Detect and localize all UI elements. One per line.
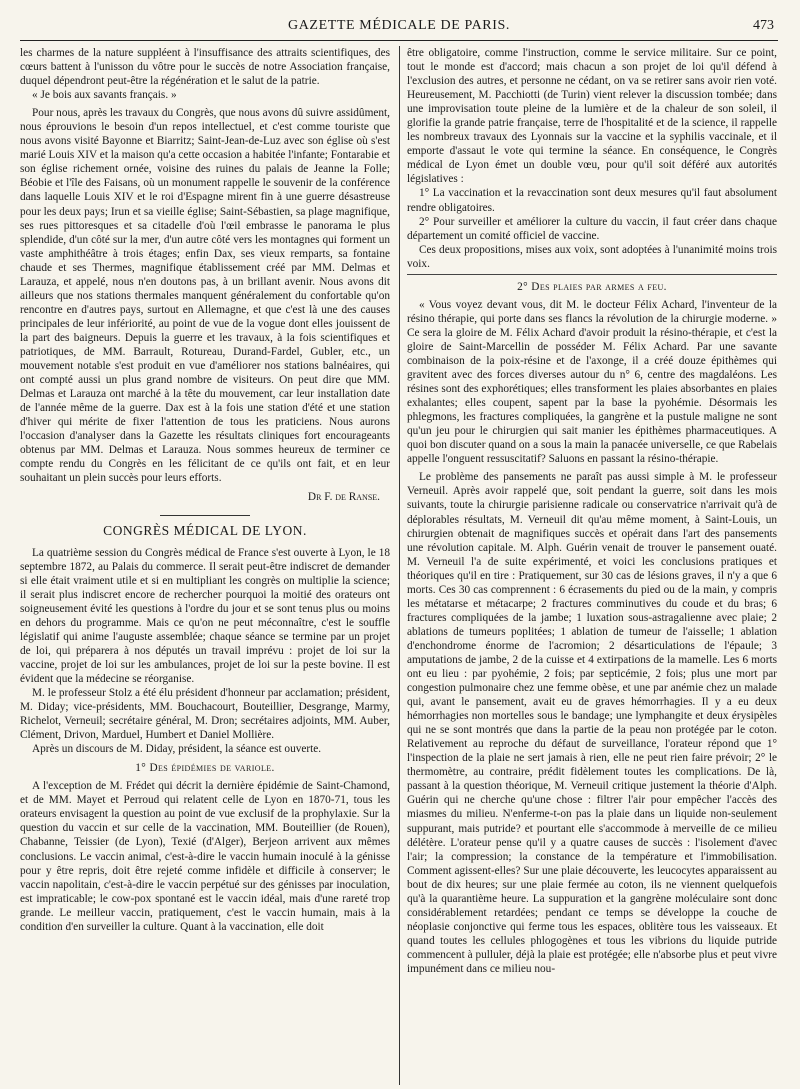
page-number: 473 [753,18,774,33]
paragraph: être obligatoire, comme l'instruction, comme le service militaire. Sur ce point, tout le monde est d'accord; mais chacun a son projet de loi qu'il défend à l'exclusion des autres, et personne ne cédant, on va se retirer sans avoir rien voté. Heureusement, M. Pacchiotti (de Turin) vient relever la discussion tombée; dans une improvisation toute pleine de la lumière et de la chaleur de son soleil, il glorifie la grande patrie française, terre de l'hospitalité et de la science, il rappelle les nombreux travaux des Lyonnais sur la vaccine et la syphilis vaccinale, et il emporte d'assaut le vote qui termine la séance. En conséquence, le Congrès médical de Lyon émet un double vœu, pour qu'il soit déféré aux autorités législatives : [407,47,777,186]
subsection-heading: 1° Des épidémies de variole. [135,762,275,775]
paragraph: 2° Pour surveiller et améliorer la culture du vaccin, il faut créer dans chaque département un comité officiel de vaccine. [407,215,777,242]
paragraph: La quatrième session du Congrès médical de France s'est ouverte à Lyon, le 18 septembre 1872, au Palais du commerce. Il serait peut-être indiscret de demander si elle était vraiment utile et si en multipliant les congrès on multiplie la science; il serait plus indiscret encore de rechercher pourquoi la moitié des orateurs ont soigneusement évité les questions à l'ordre du jour et se sont tenus plus ou moins en dehors du programme. Mais ce qu'on ne peut méconnaître, c'est le souffle législatif qui anime l'auguste assemblée; chaque séance se termine par un projet de loi, qui préparera à nos députés un travail imprévu : projet de loi sur la vaccine, projet de loi sur les ambulances, projet de loi sur la peste bovine. Il est évident que la médecine se réorganise. [20,546,390,685]
section-title: CONGRÈS MÉDICAL DE LYON. [103,522,307,538]
paragraph: les charmes de la nature suppléent à l'insuffisance des attraits scientifiques, des cœurs battent à l'unisson du vôtre pour le succès de notre Association française, duquel dépendront peut-être la régénération et le salut de la patrie. [20,47,390,88]
section-rule [407,274,777,275]
paragraph: A l'exception de M. Frédet qui décrit la dernière épidémie de Saint-Chamond, et de MM. Mayet et Perroud qui relatent celle de Lyon en 1870-71, tous les orateurs envisagent la question au point de vue exclusif de la prophylaxie. Sur la question du vaccin et sur celle de la vaccination, MM. Bouteillier (de Rouen), Chabanne, Teissier (de Lyon), Texié (d'Alger), Berjeon arrivent aux mêmes conclusions. Le vaccin animal, c'est-à-dire le vaccin humain inoculé à la génisse pour y être repris, doit être rejeté comme infidèle et difficile à conserver; le vaccin napolitain, c'est-à-dire le vaccin perpétué sur des génisses par inoculation, est impraticable; le cow-pox spontané est le vaccin idéal, mais d'une rareté trop grande. Le meilleur vaccin, pratiquement, c'est le vaccin humain, mais à la condition d'en surveiller la culture. Quant à la vaccination, elle doit [20,780,390,933]
left-column [20,46,390,1085]
right-column [407,46,777,1085]
paragraph: Le problème des pansements ne paraît pas aussi simple à M. le professeur Verneuil. Après avoir rappelé que, soit pendant la guerre, soit dans les mois suivants, toute la chirurgie parisienne radicale ou conservatrice n'arrivait qu'à de déplorables résultats, M. Verneuil dit qu'au même moment, à Saint-Louis, un chirurgien obtenait de magnifiques succès et opérait dans l'art des pansements une révolution capitale. M. Alph. Guérin venait de trouver le pansement ouaté. M. Verneuil l'a de suite expérimenté, et voici les conclusions pratiques et théoriques qu'il en tire : Pratiquement, sur 30 cas de lésions graves, il n'y a que 6 morts. Ces 30 cas comprennent : 6 écrasements du pied ou de la main, y compris les métatarse et métacarpe; 2 fractures comminutives du coude et du bras; 6 fractures compliquées de la jambe; 1 luxation sous-astragalienne avec plaie; 2 ablations de tumeurs poplitées; 1 ablation de tumeur de l'aisselle; 1 ablation d'enchondrome énorme de l'acromion; 2 désarticulations de l'épaule; 3 amputations de jambe, 2 de la cuisse et 4 extirpations de la mamelle. Les 6 morts ont eu lieu : par pyohémie, 2 fois; par septicémie, 2 fois; plus une mort par congestion pulmonaire chez une femme obèse, et une par anémie chez un malade qui, avant le pansement, avait eu de graves hémorrhagies. Il y a eu deux hémorrhagies non mortelles sous le bandage; une lymphangite et deux érysipèles qui ne se sont montrés que dans la partie de la peau non protégée par le coton. Relativement au reproche du défaut de surveillance, l'orateur répond que 1° l'inspection de la plaie ne sert jamais à rien, elle ne peut rien faire prévoir; 2° le thermomètre, au contraire, prédit fidèlement toutes les complications. De là, passant à la question théorique, M. Verneuil critique justement la théorie d'Alph. Guérin qui ne cherche qu'une chose : filtrer l'air pour empêcher l'accès des miasmes du milieu. N'enferme-t-on pas la plaie dans un liquide non-seulement suppurant, mais putride? et pourtant elle s'accommode à merveille de ce milieu délétère. L'orateur pense qu'il y a quatre causes de succès : l'isolement d'avec l'air; la compression; la constance de la température et l'immobilisation. Comment agissent-elles? Sur une plaie découverte, les leucocytes apparaissent au bout de dix heures; sur une plaie fermée au coton, ils ne viennent quelquefois qu'à la quarantième heure. La suppuration et la gangrène moléculaire sont donc considérablement retardées; pendant ce temps se développe la couche de néoplasie conjonctive qui ferme tous les espaces, oblitère tous les vaisseaux. Et quand toutes les cellules phlogogènes et tous les vibrions du liquide putride commencent à pulluler, déjà la plaie est protégée; elle n'absorbe plus et peut vivre impunément dans ce milieu nou- [407,471,777,975]
paragraph: Ces deux propositions, mises aux voix, sont adoptées à l'unanimité moins trois voix. [407,243,777,270]
paragraph: « Je bois aux savants français. » [32,89,177,102]
section-divider [160,515,250,516]
two-column-body [20,46,778,1085]
paragraph: Pour nous, après les travaux du Congrès, que nous avons dû suivre assidûment, nous éprouvions le besoin d'un repos intellectuel, et c'est comme touriste que nous avons visité Bayonne et Biarritz; Saint-Jean-de-Luz avec son église où s'est marié Louis XIV et la maison qu'a cette occasion a habitée l'infante; Fontarabie et son église richement ornée, voisine des ruines du palais de Jeanne la Folle; Béobie et l'île des Faisans, où un monument rappelle le souvenir de la conférence dans laquelle Louis XIV et le roi d'Espagne mirent fin à une guerre désastreuse pour les deux pays; Irun et sa vieille église; Saint-Sébastien, sa plage magnifique, ses rues pittoresques et sa citadelle d'où l'œil embrasse le panorama le plus splendide, d'un côté sur la mer, d'un autre côté vers les montagnes qui forment un vaste amphithéâtre à trois étages; enfin Dax, ses vieux remparts, sa fontaine chaude et ses Thermes, magnifique établissement créé par MM. Delmas et Larauza, et appelé, nous n'en doutons pas, à un brillant avenir. Nous avons dit ailleurs que nos stations thermales manquent généralement du confortable qu'on rencontre en d'autres pays, surtout en Allemagne, et que c'est là une des causes principales de leur infériorité, au point de vue de la vogue dont elles jouissent de la part des baigneurs. Depuis la guerre et les travaux, à la fois scientifiques et patriotiques, de MM. Barrault, Rotureau, Durand-Fardel, Gubler, etc., un mouvement notable s'est produit en vue d'améliorer nos stations balnéaires, qui ont compté aussi un plus grand nombre de visiteurs. On peut dire que MM. Delmas et Larauza ont marché à la tête du mouvement, car leur installation date de l'année même de la guerre. Dax est à la fois une station d'été et une station d'hiver qui mérite de fixer l'attention de tous les praticiens. Nous aurons l'occasion d'analyser dans la Gazette les résultats cliniques fort encourageants obtenus par MM. Delmas et Larauza. Nous sommes heureux de terminer ce compte rendu du Congrès en les félicitant de ce qu'ils ont fait, et en leur souhaitant un plein succès pour leurs efforts. [20,107,390,485]
journal-title: GAZETTE MÉDICALE DE PARIS. [288,18,510,33]
column-rule [399,46,400,1085]
page-header [20,14,778,41]
paragraph: M. le professeur Stolz a été élu président d'honneur par acclamation; président, M. Diday; vice-présidents, MM. Bouchacourt, Bouteillier, Desgrange, Marmy, Richelot, Verneuil; secrétaire général, M. Dron; secrétaires adjoints, MM. Auber, Clément, Drivon, Marduel, Humbert et Daniel Mollière. [20,687,390,742]
subsection-heading: 2° Des plaies par armes a feu. [517,280,667,293]
paragraph: 1° La vaccination et la revaccination sont deux mesures qu'il faut absolument rendre obligatoires. [407,187,777,214]
paragraph: Après un discours de M. Diday, président, la séance est ouverte. [32,743,322,756]
paragraph: « Vous voyez devant vous, dit M. le docteur Félix Achard, l'inventeur de la résino thérapie, qui porte dans ses flancs la révolution de la chirurgie moderne. » Ce sera la gloire de M. Félix Achard d'avoir produit la résino-thérapie, et c'est la gloire de Saint-Marcellin de posséder M. Félix Achard. Par une savante combinaison de la poix-résine et de l'axonge, il a créé douze épithèmes qui gravitent avec des forces diverses autour du n° 6, centre des magdaléons. Les résines sont des exphorétiques; elles transforment les plaies absorbantes en plaies exhalantes; elles coupent, sapent par la base la pyohémie. Désormais les phlegmons, les fractures compliquées, la gangrène et la pustule maligne ne sont qu'un jeu pour le chirurgien qui sait manier les épithèmes pharmaceutiques. A quoi bon discuter quand on a sous la main la panacée universelle, ce que Rabelais appelle l'onguent ressuscitatif? Saluons en passant la résino-thérapie. [407,298,777,466]
author-signature: Dr F. de Ranse. [307,491,380,504]
